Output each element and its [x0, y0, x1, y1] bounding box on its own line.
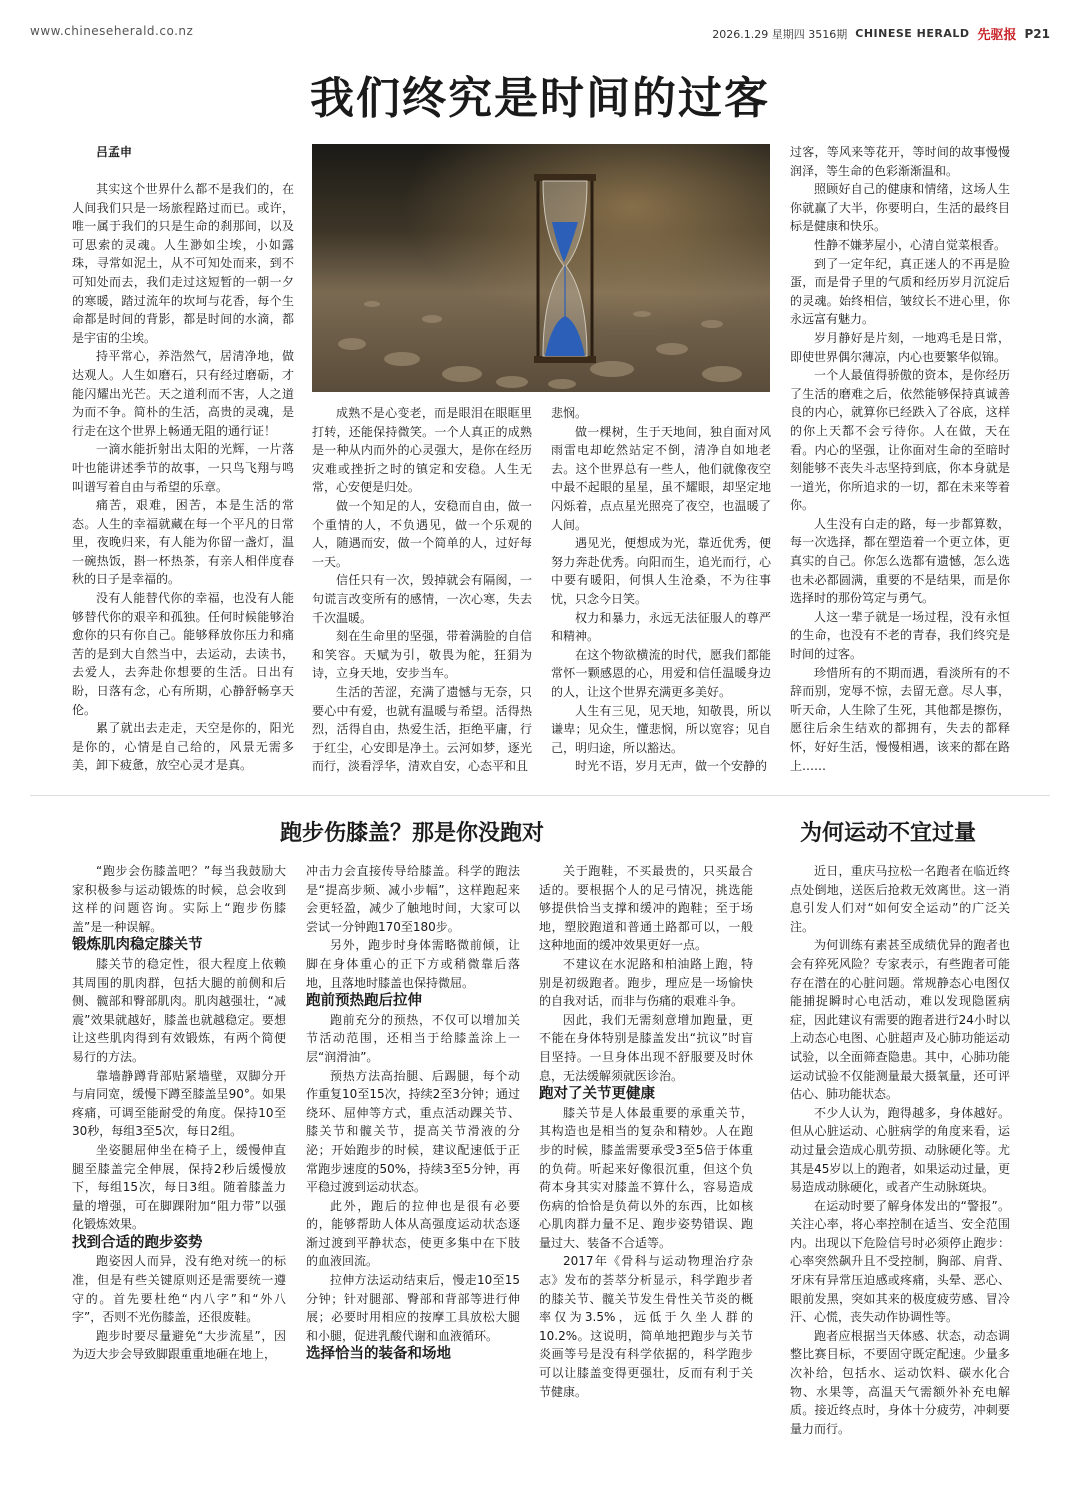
paragraph: 跑姿因人而异，没有绝对统一的标准，但是有些关键原则还是需要统一遵守的。首先要杜绝“内八字”和“外八字”，否则不光伤膝盖，还很废鞋。 — [72, 1254, 286, 1325]
paragraph: 预热方法高抬腿、后踢腿，每个动作重复10至15次，持续2至3分钟；通过绕环、屈伸等方式，重点活动踝关节、膝关节和髋关节，提高关节滑液的分泌；开始跑步的时候，建议配速低于正常跑步速度的50%，持续3至5分钟，再平稳过渡到运动状态。 — [306, 1068, 520, 1195]
paragraph: “跑步会伤膝盖吧？”每当我鼓励大家积极参与运动锻炼的时候，总会收到这样的问题咨询。实际上“跑步伤膝盖”是一种误解。 — [72, 864, 286, 934]
paragraph: 做一个知足的人，安稳而自由，做一个重情的人，不负遇见，做一个乐观的人，随遇而安，做一个简单的人，过好每一天。 — [312, 498, 532, 569]
paragraph: 人这一辈子就是一场过程，没有永恒的生命，也没有不老的青春，我们终究是时间的过客。 — [790, 609, 1010, 662]
paragraph: 在运动时要了解身体发出的“警报”。关注心率，将心率控制在适当、安全范围内。出现以下危险信号时必须停止跑步：心率突然飙升且不受控制，胸部、肩背、牙床有异常压迫感或疼痛，头晕、恶心、眼前发黑，突如其来的极度疲劳感、冒冷汗、心慌，丧失动作协调性等。 — [790, 1198, 1010, 1325]
section-divider — [30, 795, 1050, 796]
paragraph: 不少人认为，跑得越多，身体越好。但从心脏运动、心脏病学的角度来看，运动过量会造成心肌劳损、动脉硬化等。尤其是45岁以上的跑者，如果运动过量，更易造成动脉硬化，或者产生动脉斑块。 — [790, 1105, 1010, 1195]
paragraph: 靠墙静蹲背部贴紧墙壁，双脚分开与肩同宽，缓慢下蹲至膝盖呈90°。如果疼痛，可调至能耐受的角度。保持10至30秒，每组3至5次，每日2组。 — [72, 1068, 286, 1139]
paragraph: 跑步时要尽量避免“大步流星”，因为迈大步会导致脚跟重重地砸在地上， — [72, 1328, 286, 1362]
paragraph: 岁月静好是片刻，一地鸡毛是日常，即使世界偶尔薄凉，内心也要繁华似锦。 — [790, 330, 1010, 364]
paragraph: 拉伸方法运动结束后，慢走10至15分钟；针对腿部、臀部和背部等进行伸展；必要时用相应的按摩工具放松大腿和小腿，促进乳酸代谢和血液循环。 — [306, 1273, 520, 1343]
paragraph: 人生有三见，见天地，知敬畏，所以谦卑；见众生，懂悲悯，所以宽容；见自己，明归途，所以豁达。 — [551, 703, 771, 755]
paragraph: 因此，我们无需刻意增加跑量，更不能在身体特别是膝盖发出“抗议”时盲目坚持。一旦身体出现不舒服要及时休息，无法缓解须就医诊治。 — [539, 1012, 753, 1083]
paragraph: 一个人最值得骄傲的资本，是你经历了生活的磨难之后，依然能够保持真诚善良的内心，就算你已经跌入了谷底，这样的你上天都不会亏待你。人在做，天在看。内心的坚强，让你面对生命的至暗时刻能够不丧失斗志坚持到底，你本身就是一道光，你所追求的一切，都在未来等着你。 — [790, 368, 1010, 513]
paragraph: 跑者应根据当天体感、状态，动态调整比赛目标，不要固守既定配速。少量多次补给，包括水、运动饮料、碳水化合物、水果等，高温天气需额外补充电解质。接近终点时，身体十分疲劳，冲刺要量力而行。 — [790, 1328, 1010, 1436]
brand-cn-logo: 先驱报 — [977, 28, 1017, 43]
paragraph: 另外，跑步时身体需略微前倾，让脚在身体重心的正下方或稍微靠后落地，且落地时膝盖也保持微屈。 — [306, 938, 520, 990]
issue-date: 2026.1.29 星期四 3516期 — [712, 27, 848, 41]
paragraph: 膝关节的稳定性，很大程度上依赖其周围的肌肉群，包括大腿的前侧和后侧、髋部和臀部肌肉。肌肉越强壮，“减震”效果就越好，膝盖也就越稳定。要想让这些肌肉得到有效锻炼，有两个简便易行的方法。 — [72, 956, 286, 1064]
paragraph: 性静不嫌茅屋小，心清自觉菜根香。 — [814, 237, 1007, 252]
paragraph: 人生没有白走的路，每一步都算数，每一次选择，都在塑造着一个更立体，更真实的自己。你怎么选都有遗憾，怎么选也未必都圆满，重要的不是结果，而是你选择时的那份笃定与勇气。 — [790, 516, 1010, 606]
subheading: 找到合适的跑步姿势 — [72, 1234, 203, 1251]
paragraph: 坐姿腿屈伸坐在椅子上，缓慢伸直腿至膝盖完全伸展，保持2秒后缓慢放下，每组15次，每日3组。随着膝盖力量的增强，可在脚踝附加“阻力带”以强化锻炼效果。 — [72, 1142, 286, 1232]
article1-col4 — [790, 143, 1010, 775]
paragraph: 刻在生命里的坚强，带着满脸的自信和笑容。天赋为引，敬畏为舵，狂狷为诗，立身天地，安步当车。 — [312, 629, 532, 681]
paragraph: 为何训练有素甚至成绩优异的跑者也会有猝死风险？专家表示，有些跑者可能存在潜在的心脏问题。常规静态心电图仅能捕捉瞬时心电活动，难以发现隐匿病症，因此建议有需要的跑者进行24小时以上动态心电图、心脏超声及心肺功能运动试验，以全面筛查隐患。其中，心肺功能运动试验不仅能测量最大摄氧量，还可评估心、肺功能状态。 — [790, 938, 1010, 1102]
article1-col1 — [72, 180, 294, 775]
brand-en: CHINESE HERALD — [855, 27, 970, 40]
paragraph: 一滴水能折射出太阳的光辉，一片落叶也能讲述季节的故事，一只鸟飞翔与鸣叫谱写着自由与希望的乐章。 — [72, 442, 294, 494]
paragraph: 过客，等风来等花开，等时间的故事慢慢润泽，等生命的色彩渐渐温和。 — [790, 145, 1010, 178]
paragraph: 权力和暴力，永远无法征服人的尊严和精神。 — [551, 610, 771, 644]
masthead — [712, 24, 1050, 43]
paragraph: 做一棵树，生于天地间，独自面对风雨雷电却屹然站定不倒，清净自如地老去。这个世界总有一些人，他们就像夜空中最不起眼的星星，虽不耀眼，却坚定地闪烁着，点点星光照亮了夜空，也温暖了人间。 — [551, 424, 771, 532]
page-number: P21 — [1024, 26, 1050, 41]
paragraph: 在这个物欲横流的时代，愿我们都能常怀一颗感恩的心，用爱和信任温暖身边的人，让这个世界充满更多美好。 — [551, 647, 771, 699]
paragraph: 冲击力会直接传导给膝盖。科学的跑法是“提高步频、减小步幅”，这样跑起来会更轻盈，减少了触地时间，大家可以尝试一分钟跑170至180步。 — [306, 864, 520, 934]
article2-col2 — [306, 862, 520, 1364]
subheading: 跑前预热跑后拉伸 — [306, 993, 422, 1010]
article3-body — [790, 862, 1010, 1438]
paragraph: 照顾好自己的健康和情绪，这场人生你就赢了大半，你要明白，生活的最终目标是健康和快乐。 — [790, 182, 1010, 234]
article2-col1 — [72, 862, 286, 1364]
article1-title: 我们终究是时间的过客 — [310, 73, 770, 124]
article1-col3 — [551, 404, 771, 776]
hourglass-image — [312, 144, 770, 392]
paragraph: 时光不语，岁月无声，做一个安静的 — [575, 759, 768, 774]
article2-title: 跑步伤膝盖？那是你没跑对 — [280, 821, 545, 846]
paragraph: 成熟不是心变老，而是眼泪在眼眶里打转，还能保持微笑。一个人真正的成熟是一种从内而外的心灵强大，是你在经历灾难或挫折之时的镇定和安稳。人生无常，心安便是归处。 — [312, 406, 532, 495]
subheading: 选择恰当的装备和场地 — [306, 1346, 451, 1363]
paragraph: 痛苦，艰难，困苦，本是生活的常态。人生的幸福就藏在每一个平凡的日常里，夜晚归来，有人能为你留一盏灯，温一碗热饭，斟一杯热茶，有亲人相伴度春秋的日子是幸福的。 — [72, 498, 294, 587]
paragraph: 珍惜所有的不期而遇，看淡所有的不辞而别，宠辱不惊，去留无意。尽人事，听天命，人生除了生死，其他都是擦伤，愿往后余生结欢的都拥有，失去的都释怀，好好生活，慢慢相遇，该来的都在路上…… — [790, 665, 1010, 773]
paragraph: 没有人能替代你的幸福，也没有人能够替代你的艰辛和孤独。任何时候能够治愈你的只有你自己。能够释放你压力和痛苦的是到大自然当中，去运动，去读书，去爱人，去奔赴你想要的生活。日出有盼，日落有念，心有所期，心静舒畅享天伦。 — [72, 591, 294, 717]
paragraph: 其实这个世界什么都不是我们的，在人间我们只是一场旅程路过而已。或许，唯一属于我们的只是生命的刹那间，以及可思索的灵魂。人生渺如尘埃，小如露珠，寻常如泥土，从不可知处而来，到不可知处而去，我们走过这短暂的一朝一夕的寒暖，踏过流年的坎坷与花香，每个生命都是时间的背影，都是时间的水滴，都是宇宙的尘埃。 — [72, 182, 294, 345]
paragraph: 到了一定年纪，真正迷人的不再是脸蛋，而是骨子里的气质和经历岁月沉淀后的灵魂。始终相信，皱纹长不进心里，你永远富有魅力。 — [790, 256, 1010, 327]
paragraph: 2017年《骨科与运动物理治疗杂志》发布的荟萃分析显示，科学跑步者的膝关节、髋关节发生骨性关节炎的概率仅为3.5%，远低于久坐人群的10.2%。这说明，简单地把跑步与关节炎画等号是没有科学依据的，科学跑步可以让膝盖变得更强壮，反而有利于关节健康。 — [539, 1254, 753, 1399]
subheading: 跑对了关节更健康 — [539, 1086, 655, 1103]
article3-title: 为何运动不宜过量 — [800, 821, 977, 846]
article2-col3 — [539, 862, 753, 1401]
website-url[interactable]: www.chineseherald.co.nz — [30, 24, 194, 38]
paragraph: 跑前充分的预热，不仅可以增加关节活动范围，还相当于给膝盖涂上一层“润滑油”。 — [306, 1012, 520, 1064]
subheading: 锻炼肌肉稳定膝关节 — [72, 937, 203, 954]
paragraph: 此外，跑后的拉伸也是很有必要的，能够帮助人体从高强度运动状态逐渐过渡到平静状态，使更多集中在下肢的血液回流。 — [306, 1198, 520, 1269]
article1-col2 — [312, 404, 532, 776]
paragraph: 近日，重庆马拉松一名跑者在临近终点处倒地，送医后抢救无效离世。这一消息引发人们对“如何安全运动”的广泛关注。 — [790, 864, 1010, 934]
paragraph: 信任只有一次，毁掉就会有隔阂，一句谎言改变所有的感情，一次心寒，失去千次温暖。 — [312, 573, 532, 625]
paragraph: 膝关节是人体最重要的承重关节，其构造也是相当的复杂和精妙。人在跑步的时候，膝盖需要承受3至5倍于体重的负荷。听起来好像很沉重，但这个负荷本身其实对膝盖不算什么，容易造成伤病的恰恰是负荷以外的东西，比如核心肌肉群力量不足、跑步姿势错误、跑量过大、装备不合适等。 — [539, 1105, 753, 1250]
paragraph: 关于跑鞋，不买最贵的，只买最合适的。要根据个人的足弓情况，挑选能够提供恰当支撑和缓冲的跑鞋；至于场地，塑胶跑道和普通土路都可以，一般这种地面的缓冲效果更好一点。 — [539, 864, 753, 953]
article1-author: 吕孟申 — [96, 145, 133, 159]
paragraph: 悲悯。 — [551, 406, 588, 420]
paragraph: 生活的苦涩，充满了遗憾与无奈，只要心中有爱，也就有温暖与希望。活得热烈，活得自由，热爱生活，拒绝平庸，行于红尘，心安即是净土。云河如梦，逐光而行，淡看浮华，清欢自安，心态平和且 — [312, 684, 532, 774]
hourglass-photo — [312, 144, 770, 392]
paragraph: 不建议在水泥路和柏油路上跑，特别是初级跑者。跑步，理应是一场愉快的自我对话，而非与伤痛的艰难斗争。 — [539, 956, 753, 1009]
paragraph: 累了就出去走走，天空是你的，阳光是你的，心情是自己给的，风景无需多美，卸下疲惫，放空心灵才是真。 — [72, 721, 294, 773]
paragraph: 持平常心，养浩然气，居清净地，做达观人。人生如磨石，只有经过磨砺，才能闪耀出光芒。天之道利而不害，人之道为而不争。简朴的生活，高贵的灵魂，是行走在这个世界上畅通无阻的通行证！ — [72, 349, 294, 438]
paragraph: 遇见光，便想成为光，靠近优秀，便努力奔赴优秀。向阳而生，追光而行，心中要有暖阳，何惧人生沧桑，不为往事忧，只念今日笑。 — [551, 536, 771, 606]
